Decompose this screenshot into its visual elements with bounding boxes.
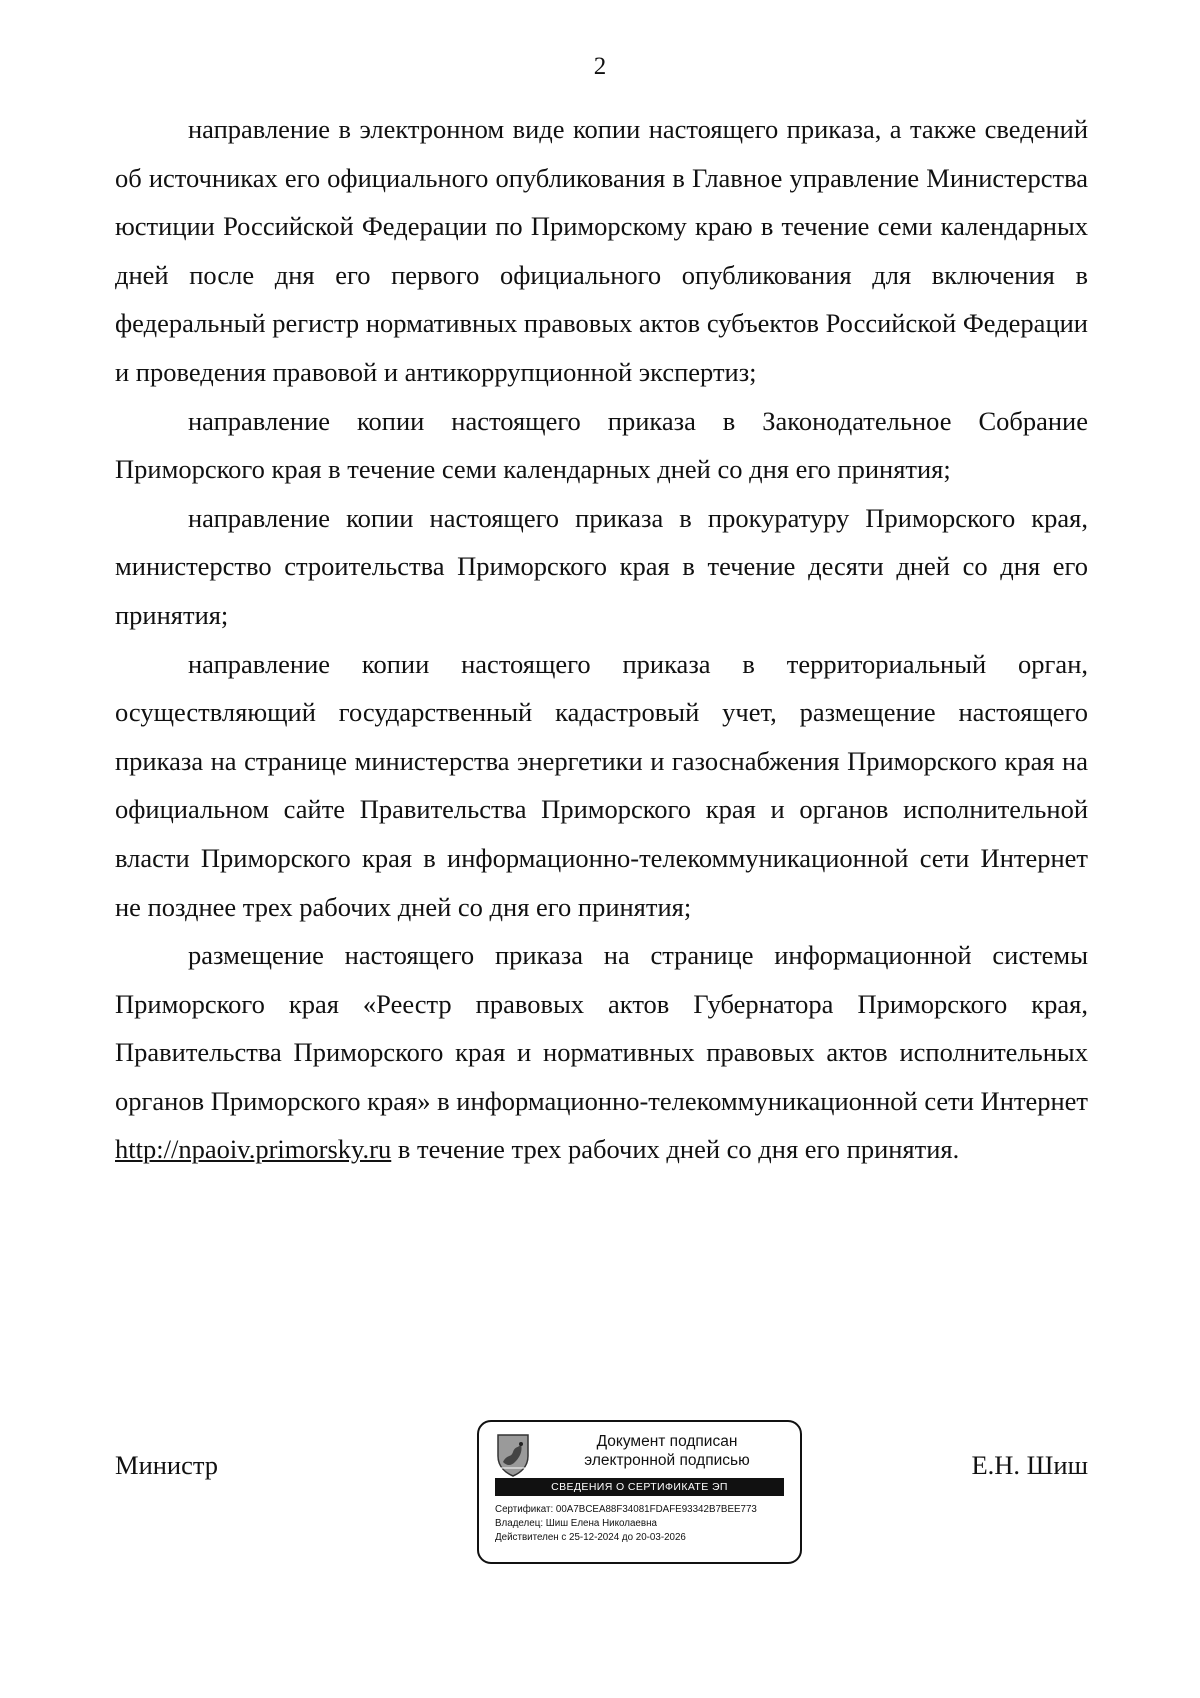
certificate-number: Сертификат: 00A7BCEA88F34081FDAFE93342B7BEE773 [495,1504,757,1515]
stamp-title-line-2: электронной подписью [584,1452,750,1469]
paragraph-5-text-after: в течение трех рабочих дней со дня его принятия. [391,1134,960,1165]
signer-name: Е.Н. Шиш [971,1450,1088,1480]
stamp-title [543,1432,791,1470]
paragraph-5-text-before: размещение настоящего приказа на странице информационной системы Приморского края «Реестр правовых актов Губернатора Приморского края, Правительства Приморского края и нормативных правовых актов исполнительных органов Приморского края» в информационно-телекоммуникационной сети Интернет [115,940,1088,1116]
paragraph-2: направление копии настоящего приказа в Законодательное Собрание Приморского края в течение семи календарных дней со дня его принятия; [115,405,1088,485]
paragraph-3: направление копии настоящего приказа в прокуратуру Приморского края, министерство строительства Приморского края в течение десяти дней со дня его принятия; [115,502,1088,630]
electronic-signature-stamp [477,1420,802,1564]
certificate-details [495,1503,790,1545]
document-body [115,105,1088,1174]
paragraph-4: направление копии настоящего приказа в территориальный орган, осуществляющий государственный кадастровый учет, размещение настоящего приказа на странице министерства энергетики и газоснабжения Приморского края на официальном сайте Правительства Приморского края и органов исполнительной власти Приморского края в информационно-телекоммуникационной сети Интернет не позднее трех рабочих дней со дня его принятия; [115,648,1088,922]
paragraph-5 [115,931,1088,1174]
registry-link[interactable]: http://npaoiv.primorsky.ru [115,1134,392,1165]
certificate-owner: Владелец: Шиш Елена Николаевна [495,1518,657,1529]
paragraph-1: направление в электронном виде копии настоящего приказа, а также сведений об источниках его официального опубликования в Главное управление Министерства юстиции Российской Федерации по Приморскому краю в течение семи календарных дней после дня его первого официального опубликования для включения в федеральный регистр нормативных правовых актов субъектов Российской Федерации и проведения правовой и антикоррупционной экспертиз; [115,114,1088,387]
certificate-validity: Действителен с 25-12-2024 до 20-03-2026 [495,1532,686,1543]
stamp-title-line-1: Документ подписан [596,1433,738,1450]
certificate-info-bar: СВЕДЕНИЯ О СЕРТИФИКАТЕ ЭП [495,1478,784,1496]
coat-of-arms-icon [495,1432,531,1478]
page-number: 2 [593,53,607,80]
signer-role: Министр [115,1450,219,1480]
signature-block [115,1420,1088,1580]
